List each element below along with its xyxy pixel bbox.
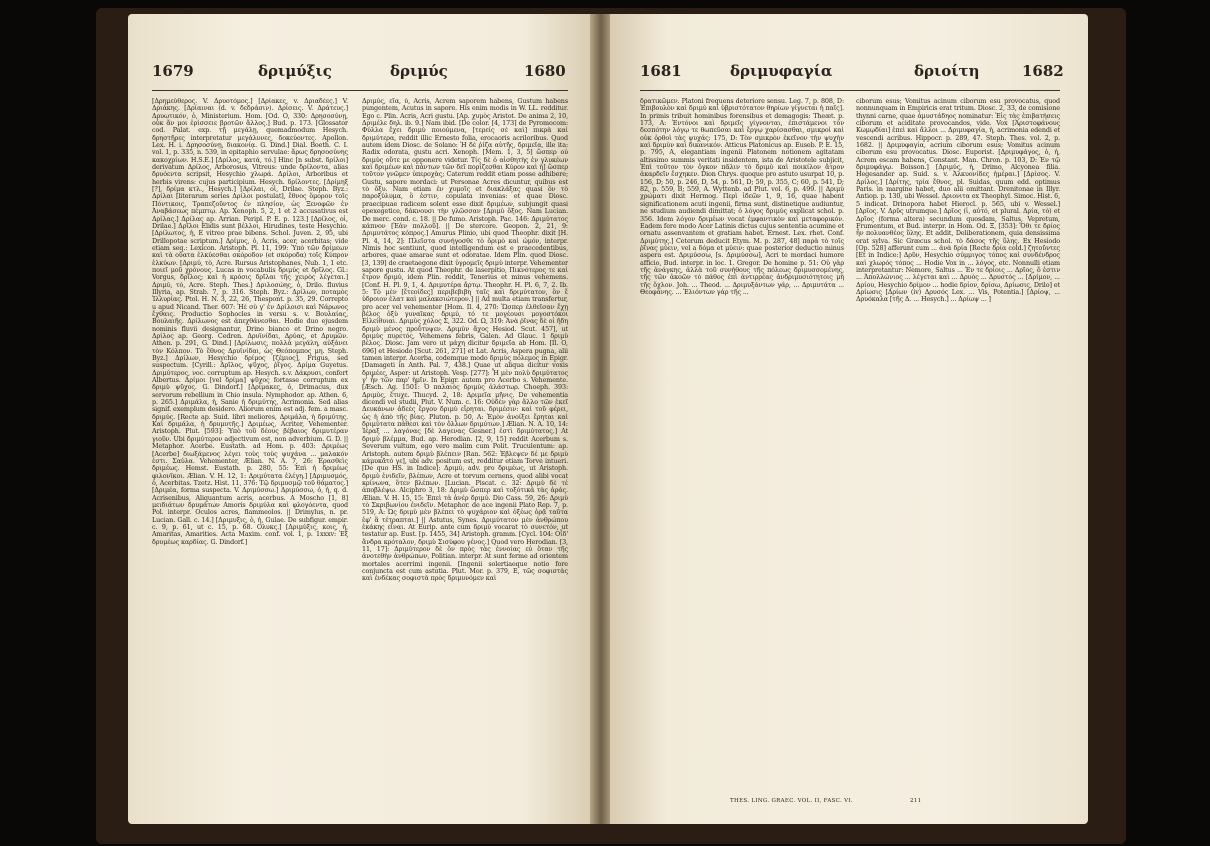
page-number-1682: 1682 [1022, 62, 1064, 80]
left-page-column-1 [152, 98, 348, 788]
right-page-column-2 [856, 98, 1060, 788]
column-text: ciborum esus; Vomitus acinum ciborum esu provocatus, quod nonnunquam in Empiricis erat tritum. Diosc. 2, 33, de comisione thynni carne, quae ἀμυστάδηος nominatur: Ἐἰς τὰς ἐπιβατήσεις ciborum et aciditate provocandos, vide. Vox [Ἀριστοφάνους Κωμῳδίαι] ἐπεὶ καὶ ἄλλοι ... Δριμυφαγία, ἡ, acrimonia edendi et vescendi acribus. Hippocr. p. 289, 47. Steph. Thes. vol. 2, p. 1682. || Δριμυφαγία, acrium ciborum esus; Vomitus acinum ciborum esu provocatus. Diosc. Euporist. [Δριμυφάγος, ὁ, ἡ, Acrem escam habens, Constant. Man. Chron. p. 103, D: Ἐν τῷ δριμυφάγῳ. Boisson.] [Δριμύς, ἡ, Drimo, Alcyonea filia. Hegesander ap. Suid. s. v. Ἀλκυονίδες ἡμέραι.] [Δρίσος. V. Δρίλος.] [Δρίτης, τρία ἔθνος, pl. Suidas, quum edd. optimus Paris. in margine habet, duo alii omittant. Drenitonae in Illyr. Antiop. p. 130, ubi Wessel. Δριονιτα ex Theophyl. Simoc. Hist. 6, 5 indicat. Drinopora habet Hierocl. p. 565, ubi v. Wessel.] [Δρῖος. V. Δρῦς utrumque.] Δρῖος (ἰ, αὐτό, et plural. Δρία, τὸ) et Δρῖος (forma altera) secundum quosdam, Saltus, Vepretum, Frumentum, et Bud. interpr. in Hom. Od. Ξ, [353]: Ὅθι τε δρίος ἦν πολυανθέος ὕλης. Et addit, Deliberationem, quia densissima erat sylva. Sic Græcus schol. τὸ δάσος τῆς ὕλης. Ex Hesiodo [Op. 528] afferunt cum ... ἀνὰ δρία [Recte δρία cold.] ζητοῦντες [Et in Indice:] Δρῦν, Hesychio σύμμιγος τόπος καὶ συνδένδρος καὶ χλωρός τόπος ... Hodie Vox in ... λόγος, etc. Nonnulli etiam interpretantur: Nemore, Saltus ... Ἐν τε δρίοις ... Δρῖος, ὅ ἐστιν ... Ἀπολλώνιος ... λέγεται καὶ ... Δρυὸς ... Δρυστός ... [Δρίμον, ... Δρίου, Hesychio δρίμον ... hodie δρίον, δρίσω, Δρίωσις, Drilo] et Δρίωσις [Δρίων (iv) Δρυσός Lex. ... Vis, Potentia.] [Δρίοψ, ... Δρυόκαλα [τῆς Δ. ... Hesych.] ... Δρίωψ ... ] [856, 98, 1060, 304]
left-page-column-2 [362, 98, 568, 788]
column-text: δρατικῶμεν. Platoni frequens deteriore sensu. Leg. 7, p. 808, D: Ἐπιβουλὸν καὶ δριμὺ καὶ ὑβριστότατον θηρίων γίγνεται ἡ παῖς]. In primis tribuit hominibus forensibus et demagogis: Theæt. p. 173, A: Ἐντόνοι καὶ δριμεῖς γίγνονται, ἐπιστάμενοι τὸν δεσπότην λόγῳ τε θωπεῦσαι καὶ ἔργῳ χαρίσασθαι, σμικροὶ καὶ οὐκ ὀρθοὶ τὰς ψυχάς: 175, D: Τὸν σμικρὸν ἐκεῖνον τὴν ψυχὴν καὶ δριμὺν καὶ δικανικόν. Atticus Platonicus ap. Euseb. P. E. 15, p. 795, A, elegantiam ingenii Platonem notionem agitatam altissimo summis veritati insidentem, ista de Aristotele subjicit, Ἐπὶ τοῦτον τὸν ὄγκον πᾶλιν τὸ δριμὺ καὶ ποικίλον ἄτρον ἀκαρδεῖν ἔσχηκεν. Dion Chrys. quoque pro astuto usurpat 10, p. 156, D; 50, p. 246, D, 54, p. 561, D; 59, p. 355, C; 60, p. 541, D; 82, p. 559, B; 559, A. Wyttenb. ad Plut. vol. 6, p. 499. || Δριμὺ χρώματι dixit Hermog. Περὶ ἰδεῶν 1, 9, 16, quae habent significationem acuti ingenii, firma sunt, distinetique audiuntur, ne studium audiendi dimittat; ὁ λόγος δριμὺς explicat schol. p. 356. Idem λόγον δριμέων vocat ἐμφαντικὸν καὶ μεταφορικόν. Eadem fere modo Acer Latinis dictus cujus sententia acumine et ornatu assenvantem et gratiam habet. Ernest. Lex. rhet. Conf. Δριμύτης.] Ceterum deducit Etym. M. p. 287, 48] παρὰ τὸ τοῖς ῥῖνας μύειν, vel a δόμα et μύειν: quae posterior deductio minus aspera est. Δριμύσσω, [s. Δριμύσσω], Acri te mordaci humore afficio, Bud. interpr. in loc. 1. Gregor. De homine p. 51: Οὐ γὰρ τῆς ἀνάγκης, ἀλλὰ τοῦ συνήθους τῆς πόλεως δριμυσσομένης, τῆς τῶν ἀκοῶν τὸ πάθος ἐπὶ ἀντιρρέας ἀνδριμυσιότητοις μὴ τῆς ὄχλον. Joh. ... Theod. ... Δριμυξάντων γάρ, ... Δριμυτάτα ... Θεοφάνης. ... Ἐλιόντων γάρ τῆς ... [640, 98, 844, 296]
book-gutter [590, 14, 612, 824]
page-number-1680: 1680 [524, 62, 566, 80]
headword-right: δριοίτη [914, 62, 980, 80]
left-page [128, 14, 592, 824]
header-rule [640, 90, 1060, 91]
headword-right: δριμύς [390, 62, 448, 80]
column-text: [Δρημεύθερος. V. Δρυοτόμος.] [Δρίακες, v. Δριαδέες.] V. Δριάκης. [Δρίαιναι (d. v. δεδράσιν). Δρίσεις. V. Δράτευς.] Δρυωτικόν, ὁ, Ministerium. Hom. [Od. O, 330: Δρησοσύνῃ, οὐκ ἄν μοι ἐρίσσειε βροτῶν ἄλλος.] Bud. p. 173. [Glossator cod. Palat. exp. τῇ μεγάλῃ, quemadmodum Hesych. δρηστῆρες interpretatur μεγάλυνες, δοκεύοντες. Apollon. Lex. H. i. Δρησοσύνῃ, διακονίᾳ. G. Dind.] Dial. Boeth. C. I. vol. 1, p. 335, n. 539, in epitaphio servulae: ἄρως δρησοσύνης κακοχρίων. H.S.E.] [Δρίλος, κατά, τό.] Hinc [n subst. δρίλοι] derivatum Δρίλος, Arborosus, Vitreus: unde δρίλοντα, alias δρυόεντα scripsit, Hesychio χλωρά. Δρίλοι, Arboribus et herbis virens: cujus participium. Hesych. δρίλοντες. [Δρίμηξ [?], δρίμα κτλ., Hesych.] [Δρίλαι, οἱ, Drilae. Steph. Byz.: Δρίλαι [literarum series Δρίλοι postulat], ἔθνος ὅμορον τοῖς Πόντικοις, Τραπεζοῦντος ἐν πλησίον, ὡς Ξενοφῶν ἐν Ἀναβάσεως πέμπτῳ. Ap. Xenoph. 5, 2, 1 et 2 accusativus est Δρίλας.] Δρίλας ap. Arrian. Peripl. P. E. p. 123.] [Δρίλος, οἱ, Drilae.] Δρῖλοι Elidis sunt βέλλοι, Hirudines, teste Hesychio. [Δρίλωτος, ἡ, E vitreo prae bibens. Schol. Juven. 2, 95, ubi Drillopotae scriptum.] Δρίμυς, ὁ, Acris, acer, acerbitas; vide etiam seq.: Lexicon. Aristoph. Pl. 11, 199: Ὑπὸ τῶν δρίμεων καὶ τὰ οὔατα ἑλκύεσθαι σκόροδον (et σκόροδα) τοῖς Κύπρον ἑλκύων. [Δριμύ, τὸ, Acre. Rursus Aristophanes, Nub. 1, 1 etc. ποιεῖ μοῦ χρόνους. Lucas in vocabulis δριμύς et δρῖλος. Gl.: Vorgus, δρῖλος; καὶ ἡ κρόσις δρῖλαι τῆς χειρὸς λέγεται.] Δριμὺ, τὸ, Acre. Steph. Thes.] Δριλοσώης, ὁ, Drilo. fluvius Illyria, ap. Strab. 7, p. 316. Steph. Byz.: Δρίλων, ποταμὸς Ἰλλυρίας. Ptol. H. N. 3, 22, 26, Thespont. p. 35, 29. Correpto u apud Nicand. Ther. 607: Ἠὲ σὺ γ' ἐν Δρίλοισι καὶ Νάρωνος ἔχθαις. Productio Sophocles in versu s. v. Βουλαίας, Βουλαιῆς. Δρίλωνος est ἀπεχθάνεσθαι. Hodie duo ejusdem nominis fluvii designantur, Drino bianco et Drino negro. Δρίλος ap. Georg. Cedren. Δρυϊνίδαι, Δρύας, et Δρυμῶν. Athen. p. 291, G. Dind.] [Δρίλωσις, πολλὰ μεγάλη, αὐξάνει τὸν Κόλπον. Τὸ ἔθνος Δρυϊνίδαι, ὡς Θεόπομπος μη. Steph. Byz.] Δρίλων, Hesychio δρίμος [ζέμιος], Frigus, sed suspectum. [Cyrill.: Δρῖλος, ψῦχος, ῥῖγος. Δρίμα Guyetus. Δριμύτερος, νοc. corruptum ap. Hesych. s.v. Δάκρυσι, confert Albertus. Δρίμοι [vel δρίμα] ψῦχος fortasse corruptum ex δριμὺ ψῦχος. G. Dindorf.] [Δρίμακες, ὁ, Drimacus, dux servorum rebellium in Chio insula. Nymphodor. ap. Athen. 6, p. 265.] Δριμάλα, ἡ, Sanie ἡ δριμύτης, Acrimonia. Sed alias signif. exemplum desidero. Aliorum enim est adj. fem. a masc. δριμύς. [Recte ap. Suid. libri meliores, Δριμάλα, ἡ δριμύτης. Καὶ δριμάλα, ἡ δρυμυτῆς.] Δριμέως, Acriter, Vehementer. Aristoph. Plut. [593]: Ὑπὸ τοῦ δέους βέβαιος δριμυτέραν γιοῦν. Ubi δριμύτερον adjectivum est, non adverbium. G. D. || Metaphor. Acerbe. Eustath. ad Hom. p. 403: Δριμέως [Acerbe] διωξάμενος λέγει τοὺς τοὺς ψυχάνα ... μαλακόν ἐστι. Σαύλα. Vehementer, Ælian. N. A. 7, 26: Ἐρασθεὶς δριμέως. Hemst. Eustath. p. 280, 55: Ἐπὶ ἡ δριμέως φιλονῖκοι. Ælian. V. H. 12, 1: Δριμύτατα ἐλέγη.] [Δριμυσμός, ὁ, Acerbitas. Tzetz. Hist. 11, 376: Τῷ δριμυσμῷ τοῦ θάματος.] [Δριμέα, forma suspecta. V. Δριμύσσω.] Δριμύσσω, ὁ, ἡ, q. d. Acrisenibus, Aliquantum acris, acerbus. A Moscho [1, 8] μειδιάτων δρυμάτων Amoris δριμύλα καὶ φλογόεντα, quod Pol. interpr. Oculos acres, flammeolos. || Drimylus, n. pr. Lucian. Gall. c. 14.] [Δριμυξις, ὁ, ἡ, Gulae. De subfigur. empir. c. 9, p. 61, ut c. 15, p. 68. Ολυκς.] [Δριμύξις, κοις, ἡ, Amaritas, Amarities. Acta Maxim. conf. vol. 1, p. 1xxxv: Ἐξ δρυμέως καρδίας. G. Dindorf.] [152, 98, 348, 546]
left-page-header [128, 62, 592, 88]
signature-number: 211 [910, 798, 922, 804]
right-page [610, 14, 1088, 824]
signature-line: THES. LING. GRAEC. VOL. II, FASC. VI. [730, 798, 853, 804]
page-number-1679: 1679 [152, 62, 194, 80]
headword-left: δριμύξις [258, 62, 332, 80]
right-page-column-1 [640, 98, 844, 788]
right-page-header [610, 62, 1088, 88]
headword-left: δριμυφαγία [730, 62, 833, 80]
header-rule [152, 90, 568, 91]
column-text: Δριμύς, εῖα, ύ, Acris, Acrem saporem habens, Gustum habens pungentem, Acutus in sapore. His enim modis in W. LL. redditur. Ego c. Plin. Acris, Acri gustu. [Ap. χυμὸς Aristot. De anima 2, 10, Δριμέλε δηλ. ib. 9.] Nam ibid. [De color. [4, 173] de Pyromocom: Φύλλα ἔχει δριμὺ ποιούμενα, [τερείς σὲ καὶ] πικρὰ καὶ δριμύτερα, reddit illic Ernesto folia, erocaoris acriloribus. Quod autem idem Diosc. de Solano: Ἡ δὲ ῥίζα αὐτῆς, δριμεῖα, ille ita: Radix odorata, gustu acri. Xenoph. [Mem. 1, 3, 5] ὥσπερ οὐ δριμὺς οὔτε με opponere videtur. Τίς δὲ ὁ αἰσθητὴς ἐν γλυκέων καὶ δριμέων καὶ πάντων τῶν δεῖ πορίζεσθαι Κύρον καὶ ἡ] ὥσπερ τοῦτον γνῶμεν ὑπεροχὰς; Caterum reddit etiam posse adhibere; Gustu, sapore mordaci: ut Personae Acres dicuntur, quibus est τὸ ὄξυ. Nam etiam ἐν χυμοῖς et διακλάξας quasi ὂν τὸ παροξύλυμα, ὃ ἐστιν, copulata invenias: et quae Diosc. praecipuae radicem solent esse dixit δριμέων, subjungit quasi epexegetice, δάκνουσι τὴν γλῶσσαν [Δριμὺ ὄξος. Nam Lucian. De merc. cond. c. 18. || De fumo. Aristoph. Pac. 146: Δριμύτατος κάπνον [Ἐὰν πολλοῦ]. || De stercore. Geopon. 2, 21, 9: Δριμυτάτος κόπρος.] Amurus Plinio, ubi quod Theophr. dixit [H. Pl. 4, 14, 2]: Πλεῖστα συνήγοσθε τὸ ὄριμὸ καὶ ὠμόν, interpr. Nimis hoc sentiunt, quod intelligendum est e praecedentibus, arbores, quae amarae sunt et odoratae. Idem Plin. quod Diosc. [3, 139] de craetaegone dixit ὑγρομεῖς δριμὺ interpr. Vehementer sapore gustu. At quod Theophr. de laserpitio, Πικνότερος τε καὶ ἔτρον δριμύ, idem Plin. reddit, Tenerius et minus vehemens. [Conf. H. Pl. 9, 1, 4. Δριμυτέρα ἄρτῳ. Theophr. H. Pl. 6, 7, 2. Ib. 5: Τὸ μὲν [ἔτεοίδες] περιβεβιβη ταῖς καὶ δριμύτατον, ὃν ἔ ὑδροιον ἐλατ καὶ μαλακσιώτερον.] || Ad multa etiam transfertur, pro acer vel vehementer [Hom. Il. 4, 270: Ὥσπερ ἐλθεῖσαν ἔχῃ βέλος ὀξὺ γυναῖκας δριμύ, τό τε μογέουσι μογοστόκοι Εἰλείθυιαι. Δριμὺς χόλος Σ, 322. Od. Ω, 319: Ἀνὰ ῥῖνας δὲ οἱ ἤδη δριμὺ μένος προὔτυψεν. Δριμὺν ἄχος Hesiod. Scut. 457], ut δριμὺς πυρετός, Vehemens febris, Galen. Ad Glauc. 1 δριμὺ βέλος. Diosc. Jam vero ut μάχη dicitur δριμεῖα ab Hom. [Il. O, 696] et Hesiodo [Scut. 261, 271] et Lat. Acris, Aspera pugna, alii tamen interpr. Acerba, codemque modo δριμὺς πόλεμος in Epigr. [Damageti in Anth. Pal. 7, 438.] Quae ut aliqua dicitur voxis δριμέες, Asper: ut Aristoph. Vesp. [277]: Ἦ μὲν πολὺ δριμύτατος γ' ἦν τῶν παρ' ἡμῖν. In Epigr. autem pro Acerbo s. Vehemente. [Æsch. Ag. 1501: Ὁ παλαιὸς δριμὺς ἀλάστωρ. Choeph. 393: Δριμὺς, ἔτυχε. Thucyd. 2, 18: Δριμεῖα μῆνις. De vehementia dicendi vel studii, Plut. V. Num. c. 16: Οὐδὲν γὰρ ἄλλο τῶν ἐκεῖ Δευκάνων ἀδεὲς ἔργου δριμὺ εἴρηται. δριμέσιν: καὶ τοῦ φέρει, ὡς ἡ ἀπὸ τῆς βίας. Pluton. p. 50, A: Ἐμὸν ἀνοίξει ἔρηται καὶ δριμύτατα πάθεσι καὶ τὸν ὄλλων δριμύτων.] Ælian. N. A. 10, 14: Ἱέραξ ... λαγόνας [δὲ λαγενας Gesner.] ἐστὶ δριμύτατος.] At δριμὺ βλέμμα, Bud. ap. Herodian. [2, 9, 15] reddit Acerbum s. Severum vultum, ego vero malim cum Polit. Truculentum: ap. Aristoph. autem δριμὺ βλέπειν [Ran. 562: Ἐβλεψεν δέ με δριμὺ κάμυκᾶτό γε], ubi adv. positum est, redditur etiam Torve intueri. [De quo HS. in Indice]: Δριμὺ, adv. pro δριμέως, ut Aristoph. δριμὺ ἐνιδεῖν, βλέπων, Acre et torvum cernens, quod alibi vocat κρίνωνα, ὅτεν βλέπων. [Lucian. Piscat. c. 32: Δριμὺ δὲ τέ ἀποβλέψω. Alciphro 3, 18: Δριμὺ ὥσπερ καὶ τοξότικά τὰς ἀράς. Ælian. V. H. 15, 15: Ἐπεὶ τὰ ἀνέρ δριμύ. Dio Cass. 59, 26: Δριμὺ τὸ Σκριβωνίου ἐνιδεῖν. Metaphor. de ace ingenii Plato Rep. 7, p. 519, A: Ὡς δριμὺ μὲν βλέπει τὸ ψυχάριον καὶ ὀξέως ὁρᾷ ταῦτα ἐφ' ἃ τέτραπται.] || Astutus, Synes. Δριμύτατον μὲν ἀνθρώπου ἐκάκης εἶναι. At Eurip. ante cum δριμὺ vocarat τὸ συνετόν, ut testatur ap. Eust. [p. 1455, 34] Aristoph. gramm. [Cycl. 104: Οἶδ' ἄνδρα κρόταλον, δριμὺ Σισύφου γένος.] Quod vero Herodian. [3, 11, 17]: Δριμύτερον δὲ ὄν πρὸς τὰς ἐννοίας εὐ ὅταν τῆς ἀνοτεθὴν ἀνθρώπων, Politian. interpr. At sunt ferme ad orientem mortales acerrimi ingenii. [Ingenii solertiaeque notio fore conjuncta est cum astutia. Plut. Mor. p. 379, E, τῶς σοφιστὰς καὶ ἐνδέκας σοφιστὰ πρὸς δριμυνόμεν καὶ [362, 98, 568, 583]
page-number-1681: 1681 [640, 62, 682, 80]
